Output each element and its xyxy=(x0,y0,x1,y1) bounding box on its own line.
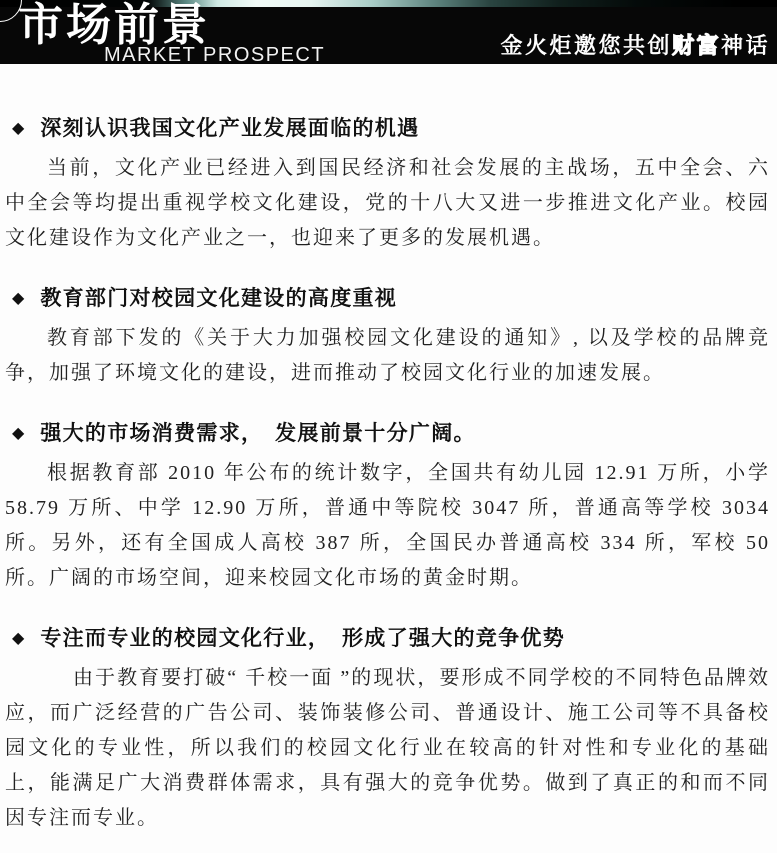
section-heading xyxy=(5,286,770,312)
section-paragraph: 教育部下发的《关于大力加强校园文化建设的通知》, 以及学校的品牌竞争，加强了环境文化的建设，进而推动了校园文化行业的加速发展。 xyxy=(5,327,770,384)
section-paragraph: 根据教育部 2010 年公布的统计数字，全国共有幼儿园 12.91 万所，小学 58.79 万所、中学 12.90 万所，普通中等院校 3047 所，普通高等学校 3034 所。另外，还有全国成人高校 387 所，全国民办普通高校 334 所，军校 50 所。广阔的市场空间，迎来校园文化市场的黄金时期。 xyxy=(5,462,770,589)
section-education-dept xyxy=(5,286,770,391)
diamond-bullet-icon: ◆ xyxy=(12,630,25,647)
section-heading-text: 教育部门对校园文化建设的高度重视 xyxy=(40,287,398,310)
slogan-highlight: 财富 xyxy=(671,33,721,58)
page-title: 市场前景 xyxy=(18,0,211,50)
diamond-bullet-icon: ◆ xyxy=(12,120,25,137)
section-heading-text: 专注而专业的校园文化行业， 形成了强大的竞争优势 xyxy=(40,627,566,650)
section-heading-text: 强大的市场消费需求， 发展前景十分广阔。 xyxy=(40,422,476,445)
slogan-suffix: 神话 xyxy=(720,33,770,58)
diamond-bullet-icon: ◆ xyxy=(12,425,25,442)
slogan xyxy=(500,29,770,60)
header-bar xyxy=(0,0,777,64)
section-paragraph: 由于教育要打破“ 千校一面 ”的现状，要形成不同学校的不同特色品牌效应，而广泛经营的广告公司、装饰装修公司、普通设计、施工公司等不具备校园文化的专业性，所以我们的校园文化行业在较高的针对性和专业化的基础上，能满足广大消费群体需求，具有强大的竞争优势。做到了真正的和而不同因专注而专业。 xyxy=(5,667,770,829)
title-block xyxy=(18,0,326,64)
page-subtitle: MARKET PROSPECT xyxy=(104,44,326,64)
section-heading xyxy=(5,421,770,447)
slogan-prefix: 金火炬邀您共创 xyxy=(500,33,672,58)
content xyxy=(0,64,777,836)
section-competitive-advantage xyxy=(5,626,770,836)
section-paragraph: 当前，文化产业已经进入到国民经济和社会发展的主战场，五中全会、六中全会等均提出重视学校文化建设，党的十八大又进一步推进文化产业。校园文化建设作为文化产业之一，也迎来了更多的发展机遇。 xyxy=(5,157,770,249)
section-heading xyxy=(5,626,770,652)
section-heading xyxy=(5,116,770,142)
section-opportunity xyxy=(5,116,770,256)
section-heading-text: 深刻认识我国文化产业发展面临的机遇 xyxy=(40,117,420,140)
section-market-demand xyxy=(5,421,770,596)
diamond-bullet-icon: ◆ xyxy=(12,290,25,307)
